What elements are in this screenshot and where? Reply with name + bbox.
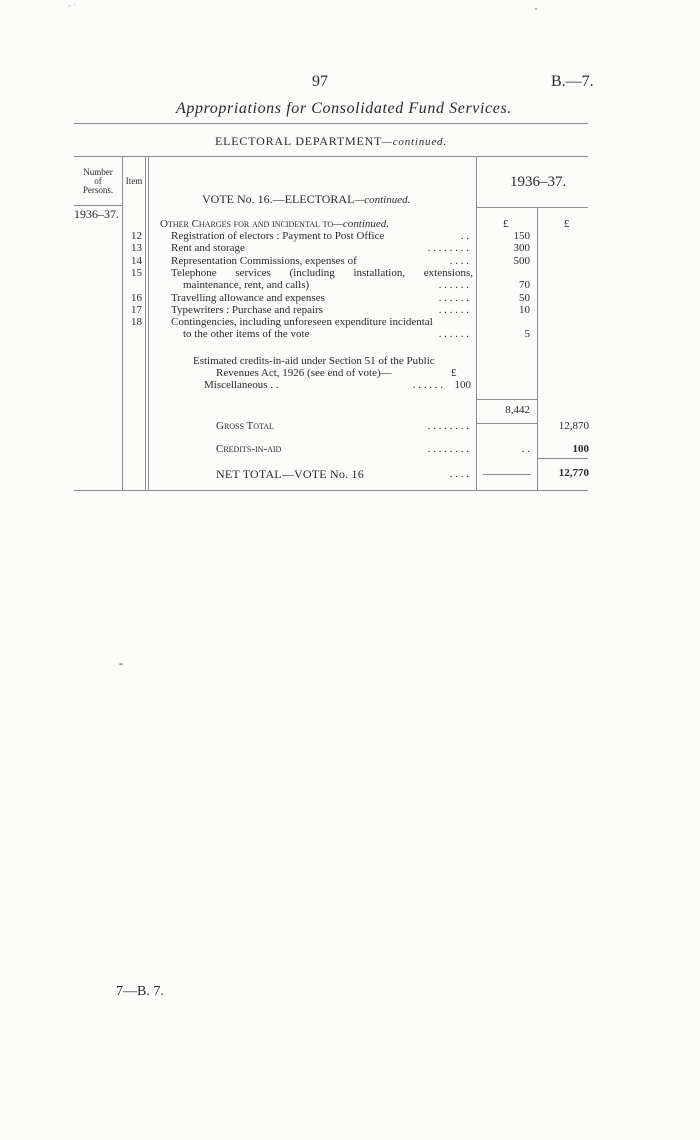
credits-note-line1: Estimated credits-in-aid under Section 51 of the Public: [193, 355, 435, 367]
item-description: Registration of electors : Payment to Post Office: [171, 230, 385, 242]
credits-note-currency: £: [451, 367, 457, 379]
leader-dots: . . . . . .: [438, 328, 469, 340]
item-amount: 500: [513, 255, 530, 267]
vote-title-text: VOTE No. 16.—ELECTORAL: [202, 192, 355, 206]
table-top-rule: [74, 156, 588, 157]
leader-dots: . .: [460, 230, 469, 242]
column-divider-persons: [122, 156, 123, 490]
credits-rule: [537, 458, 588, 459]
item-number: 13: [131, 242, 142, 254]
page-number: 97: [312, 73, 328, 90]
column-divider-item-double: [148, 156, 149, 490]
gross-total-rule: [476, 423, 537, 424]
top-margin-mark: - ·: [68, 0, 77, 10]
leader-dots: . . . . . . . .: [427, 420, 469, 432]
subtotal-amount: 8,442: [505, 404, 530, 416]
leader-dots: . . . .: [449, 255, 469, 267]
item-amount: 300: [513, 242, 530, 254]
item-number: 15: [131, 267, 142, 279]
item-amount: 5: [524, 328, 530, 340]
department-name: ELECTORAL DEPARTMENT: [215, 134, 383, 148]
leader-dots: . . . . . .: [438, 292, 469, 304]
year-header-rule: [476, 207, 588, 208]
leader-dots: . . . . . .: [438, 279, 469, 291]
item-description: Contingencies, including unforeseen expenditure incidental: [171, 316, 433, 328]
item-number: 17: [131, 304, 142, 316]
gross-total-label: Gross Total: [216, 420, 274, 432]
net-total-label: NET TOTAL—VOTE No. 16: [216, 467, 364, 481]
credits-note-line2: Revenues Act, 1926 (see end of vote)—: [216, 367, 392, 379]
leader-dots: . . . . . .: [438, 304, 469, 316]
net-total-dash: [483, 474, 531, 475]
year-row-label: 1936–37.: [74, 207, 119, 221]
subtotal-rule: [476, 399, 537, 400]
item-description: Rent and storage: [171, 242, 245, 254]
item-number: 18: [131, 316, 142, 328]
item-amount: 70: [519, 279, 530, 291]
section-heading: [160, 218, 389, 230]
item-number: 14: [131, 255, 142, 267]
item-header: Item: [125, 176, 143, 186]
currency-symbol-left: £: [503, 218, 509, 230]
credits-note-amount: 100: [454, 379, 471, 391]
department-suffix: —continued.: [382, 136, 447, 148]
column-divider-item: [145, 156, 146, 490]
gross-total-value: 12,870: [558, 420, 589, 432]
net-total-value: 12,770: [558, 467, 589, 479]
footer-reference: 7—B. 7.: [116, 984, 164, 999]
column-divider-amounts: [537, 207, 538, 490]
leader-dots: . . . .: [449, 468, 469, 480]
credits-in-aid-label: Credits-in-aid: [216, 443, 282, 455]
page-reference: B.—7.: [551, 73, 594, 90]
item-description: Telephone services (including installation, extensions,: [171, 267, 473, 279]
item-description: Representation Commissions, expenses of: [171, 255, 357, 267]
credits-in-aid-left: . .: [521, 443, 530, 455]
item-description: Typewriters : Purchase and repairs: [171, 304, 323, 316]
item-amount: 150: [513, 230, 530, 242]
persons-header-line3: Persons.: [82, 185, 114, 195]
persons-header-line2: of: [94, 176, 102, 186]
persons-header-rule: [74, 205, 123, 206]
currency-symbol-right: £: [564, 218, 570, 230]
vote-title: [202, 192, 410, 207]
vote-title-suffix: —continued.: [354, 194, 411, 206]
leader-dots: . . . . . .: [412, 379, 443, 391]
section-heading-suffix: —continued.: [333, 218, 390, 230]
item-amount: 50: [519, 292, 530, 304]
table-bottom-rule: [74, 490, 588, 491]
persons-header: [76, 168, 120, 195]
section-heading-text: Other Charges for and incidental to: [160, 218, 334, 230]
column-divider-description: [476, 156, 477, 490]
year-header: 1936–37.: [510, 174, 567, 190]
item-number: 12: [131, 230, 142, 242]
leader-dots: . . . . . . . .: [427, 443, 469, 455]
item-number: 16: [131, 292, 142, 304]
page-title: Appropriations for Consolidated Fund Services.: [176, 100, 512, 117]
item-description-continued: maintenance, rent, and calls): [183, 279, 310, 291]
credits-note-line3: Miscellaneous . .: [204, 379, 279, 391]
margin-mark: -: [119, 656, 123, 670]
scan-speck: [535, 8, 537, 10]
item-amount: 10: [519, 304, 530, 316]
credits-in-aid-value: 100: [572, 443, 589, 455]
department-title: [215, 134, 447, 149]
title-rule: [74, 123, 588, 124]
leader-dots: . . . . . . . .: [427, 242, 469, 254]
item-description-continued: to the other items of the vote: [183, 328, 310, 340]
persons-header-line1: Number: [83, 167, 113, 177]
item-description: Travelling allowance and expenses: [171, 292, 325, 304]
